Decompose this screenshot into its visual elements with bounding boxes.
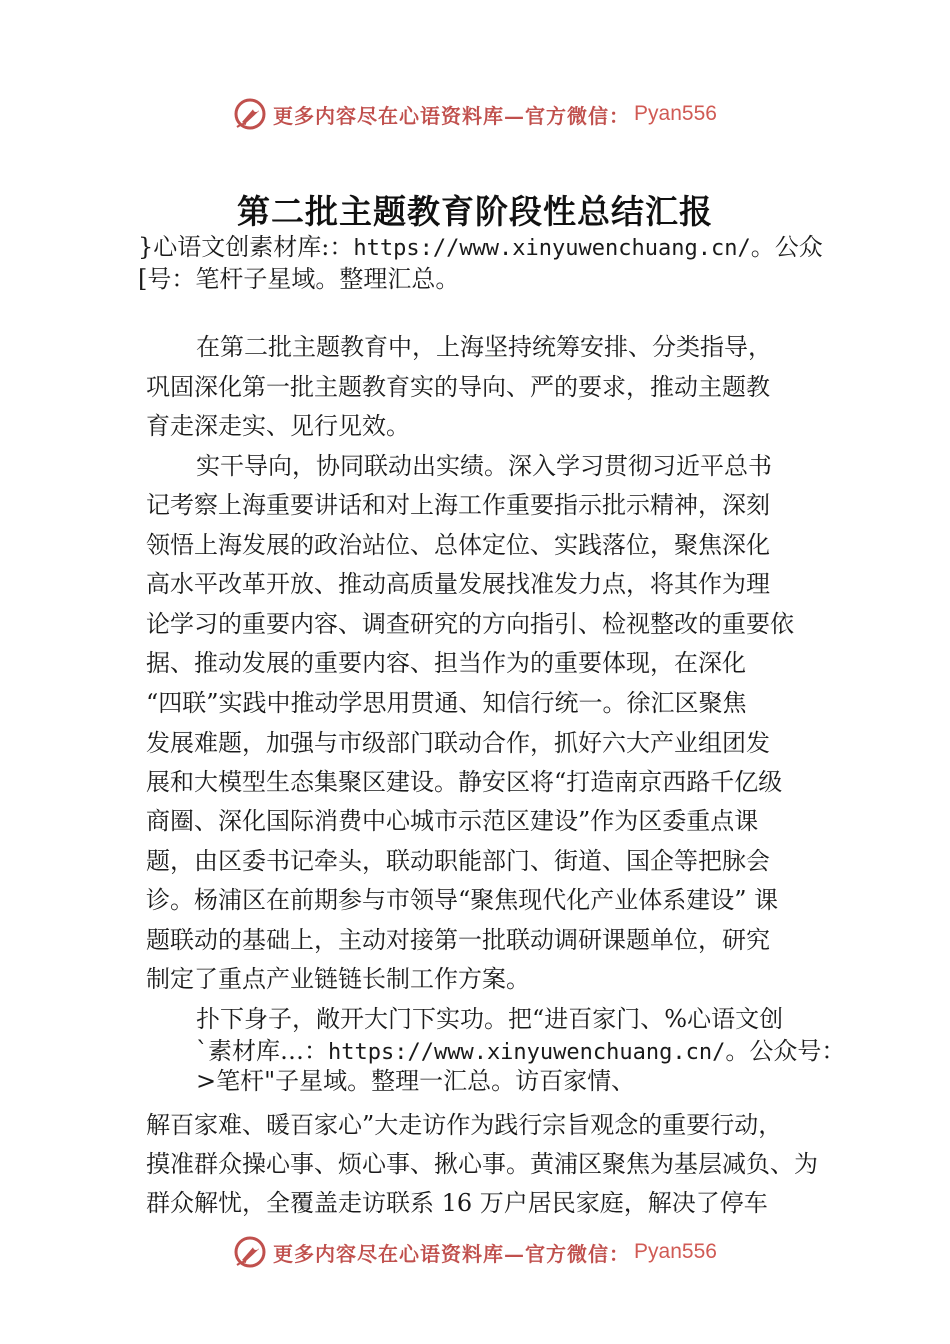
paragraph-2-line: 实干导向，协同联动出实绩。深入学习贯彻习近平总书 bbox=[196, 452, 772, 480]
paragraph-2-line: “四联”实践中推动学思用贯通、知信行统一。徐汇区聚焦 bbox=[146, 689, 747, 717]
paragraph-2-line: 发展难题，加强与市级部门联动合作，抓好六大产业组团发 bbox=[146, 729, 770, 757]
paragraph-1-line: 巩固深化第一批主题教育实的导向、严的要求，推动主题教 bbox=[146, 373, 770, 401]
footer-banner bbox=[0, 1232, 950, 1272]
banner-text: 更多内容尽在心语资料库—官方微信： bbox=[273, 103, 631, 128]
paragraph-2-line: 商圈、深化国际消费中心城市示范区建设”作为区委重点课 bbox=[146, 807, 759, 835]
paragraph-3-source-line: `素材库…：https://www.xinyuwenchuang.cn/。公众号： bbox=[196, 1037, 846, 1065]
source-note-line-1: }心语文创素材库:：https://www.xinyuwenchuang.cn/。公众 bbox=[138, 233, 823, 261]
source-url[interactable]: https://www.xinyuwenchuang.cn/ bbox=[353, 236, 751, 261]
banner-wechat-id: Pyan556 bbox=[634, 102, 717, 125]
paragraph-2-line: 题联动的基础上，主动对接第一批联动调研课题单位，研究 bbox=[146, 926, 770, 954]
paragraph-3-line: 群众解忧，全覆盖走访联系 16 万户居民家庭，解决了停车 bbox=[146, 1189, 768, 1217]
paragraph-1-line: 在第二批主题教育中，上海坚持统筹安排、分类指导， bbox=[196, 333, 772, 361]
document-title: 第二批主题教育阶段性总结汇报 bbox=[237, 192, 713, 231]
header-banner bbox=[0, 94, 950, 134]
pen-nib-logo-icon bbox=[233, 97, 267, 131]
pen-nib-logo-icon bbox=[233, 1235, 267, 1269]
paragraph-2-line: 制定了重点产业链链长制工作方案。 bbox=[146, 965, 530, 993]
paragraph-2-line: 据、推动发展的重要内容、担当作为的重要体现，在深化 bbox=[146, 649, 746, 677]
paragraph-3-line: 摸准群众操心事、烦心事、揪心事。黄浦区聚焦为基层减负、为 bbox=[146, 1150, 818, 1178]
paragraph-2-line: 诊。杨浦区在前期参与市领导“聚焦现代化产业体系建设” 课 bbox=[146, 886, 779, 914]
banner-wechat-id: Pyan556 bbox=[634, 1240, 717, 1263]
paragraph-2-line: 记考察上海重要讲话和对上海工作重要指示批示精神，深刻 bbox=[146, 491, 770, 519]
paragraph-3-line: >笔杆"子星域。整理一汇总。访百家情、 bbox=[196, 1067, 636, 1095]
source-note-line-2: [号：笔杆子星域。整理汇总。 bbox=[138, 265, 460, 293]
paragraph-3-line: 解百家难、暖百家心”大走访作为践行宗旨观念的重要行动， bbox=[146, 1111, 783, 1139]
source-url[interactable]: https://www.xinyuwenchuang.cn/ bbox=[328, 1040, 726, 1065]
paragraph-2-line: 题，由区委书记牵头，联动职能部门、街道、国企等把脉会 bbox=[146, 847, 770, 875]
paragraph-2-line: 论学习的重要内容、调查研究的方向指引、检视整改的重要依 bbox=[146, 610, 794, 638]
paragraph-2-line: 展和大模型生态集聚区建设。静安区将“打造南京西路千亿级 bbox=[146, 768, 783, 796]
paragraph-2-line: 高水平改革开放、推动高质量发展找准发力点，将其作为理 bbox=[146, 570, 770, 598]
paragraph-1-line: 育走深走实、见行见效。 bbox=[146, 412, 410, 440]
paragraph-3-line: 扑下身子，敞开大门下实功。把“进百家门、%心语文创 bbox=[196, 1005, 784, 1033]
paragraph-2-line: 领悟上海发展的政治站位、总体定位、实践落位，聚焦深化 bbox=[146, 531, 770, 559]
banner-text: 更多内容尽在心语资料库—官方微信： bbox=[273, 1241, 631, 1266]
